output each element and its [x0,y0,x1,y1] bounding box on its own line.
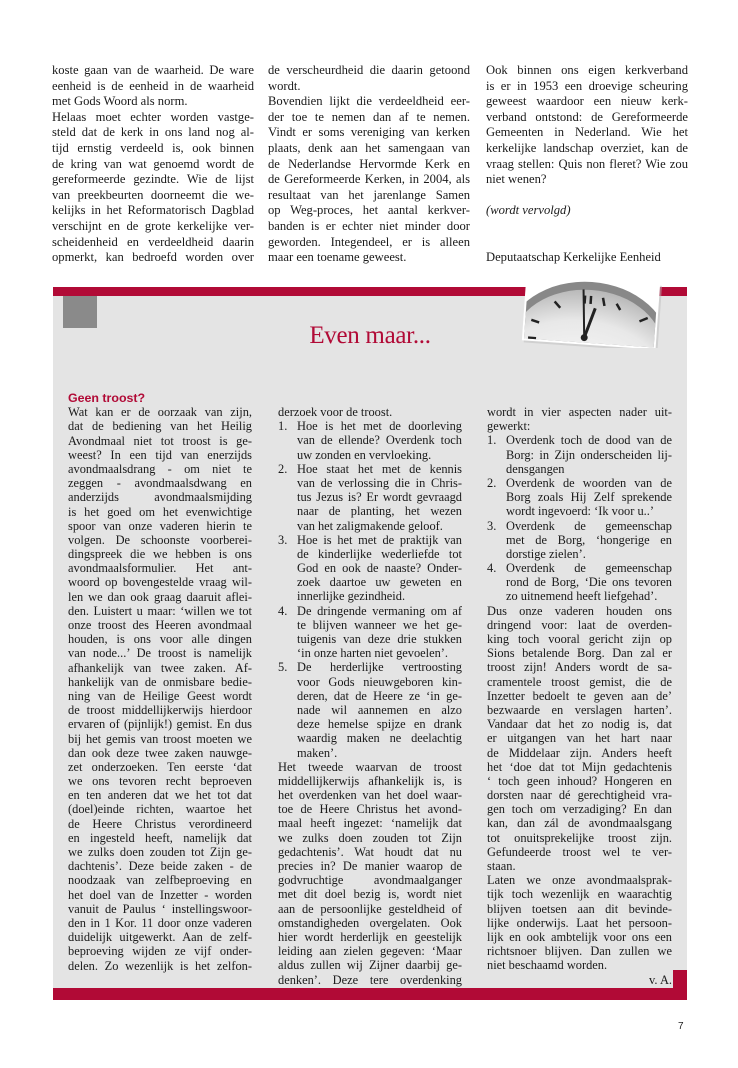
box-column-3 [487,405,672,987]
list-item-text [297,533,462,604]
list-number: 3. [278,532,288,547]
list-item [278,604,462,661]
text-line: densgangen [506,461,565,476]
text-line: Wat kan er de oorzaak van zijn, [68,405,252,420]
top-column-2 [268,63,470,266]
text-line: (doel)einde richten, waartoe het [68,802,252,817]
list-number: 4. [487,561,497,576]
box-column-1 [68,391,252,973]
text-line: avondmaalsformulier. Het ant- [68,561,252,576]
list-number: 1. [487,433,497,448]
text-line: omstandigheden overgelaten. Ook [278,915,462,930]
clock-icon [520,276,662,348]
text-line: spoor van onze vaderen hierin te [68,518,252,533]
text-line: tijd ernstig verdeeld is, ook binnen [52,140,254,155]
box-corner-square [63,296,97,328]
text-line: zo uitnemend heeft liefgehad’. [506,589,658,604]
text-line: afhankelijk van twee zaken. Af- [68,660,252,675]
list-number: 3. [487,518,497,533]
text-line: Gefundeerde troost wel te ver- [487,844,672,859]
text-line: tus Jezus is? Er wordt gevraagd [297,490,462,505]
text-line: Avondmaal niet tot troost is ge- [68,433,252,448]
text-line: nade wil aannemen en alzo [297,702,462,717]
text-line: ‘in onze harten niet gevoelen’. [297,646,449,661]
text-line: geworden. Integendeel, er is alleen [268,234,470,249]
paragraph [487,405,672,433]
spacer [486,219,688,235]
paragraph [278,760,462,987]
list-item-text [506,433,672,476]
text-line: Het tweede waarvan de troost [278,759,462,774]
text-line: voor Gods nieuwgeboren kin- [297,674,462,689]
list-item-text [297,604,462,661]
text-line: we zulks doen zouden tot Zijn [278,830,462,845]
text-line: maken’. [297,745,338,760]
list-item-text [506,561,672,604]
text-line: koste gaan van de waarheid. De ware [52,63,254,77]
box-bottom-right-bar [673,970,687,1000]
text-line: den in 1 Kor. 11 door onze vaderen [68,915,252,930]
page-number: 7 [678,1021,684,1032]
text-line: woord op bovengestelde vraag wil- [68,575,252,590]
text-line: zet onderzoeken. Ten eerste ‘dat [68,759,252,774]
box-bottom-bar [53,988,687,1000]
list-item [278,660,462,759]
box-column-2 [278,405,462,987]
text-line: vraag stellen: Quis non fleret? Wie zou [486,156,688,171]
text-line: naar de planting, het wezen [297,504,462,519]
text-line: gedachtenis’. Wat houdt dat nu [278,844,462,859]
text-line: Overdenk toch de dood van de [506,433,672,448]
text-line: duidelijk uitgewerkt. Aan de zelf- [68,930,252,945]
text-line: de troost middellijkerwijs hierdoor [68,703,252,718]
paragraph [487,604,672,874]
list-item-text [506,476,672,519]
text-line: scheidenheid en verdeeldheid daarin [52,234,254,249]
text-line: kerkelijke landschap overziet, kan de [486,140,688,155]
text-line: tot onuitsprekelijke troost zijn. [487,830,672,845]
text-line: staan. [487,859,516,873]
text-line: der toe te nemen dan af te nemen. [268,109,470,124]
text-line: ‘ toch geen inhoud? Hongeren en [487,773,672,788]
paragraph [268,94,470,266]
text-line: tuigenis van deze drie stukken [297,632,462,646]
text-line: derzoek voor de troost. [278,405,393,419]
section-heading: Geen troost? [68,391,146,405]
text-line: middellijkerwijs afhankelijk is, is [278,773,462,788]
text-line: de Nederlandse Hervormde Kerk en [268,156,470,171]
paragraph [52,63,254,110]
text-line: lijk en ook ambtelijk voor ons een [487,929,672,944]
text-line: De herderlijke vertroosting [297,660,462,675]
text-line: wordt in vier aspecten nader uit- [487,405,672,419]
text-line: God en ook de naaste? Onder- [297,561,462,576]
text-line: Inzetter bedoelt te geven aan de’ [487,688,672,703]
text-line: gereformeerde gezindte. Wie de lijst [52,172,254,187]
list-number: 2. [278,461,288,476]
text-line: precies in? De manier waarop de [278,859,462,873]
text-line: te blijven wanneer we het ge- [297,617,462,632]
text-line: dringend voor: laat de overden- [487,617,672,632]
text-line: aldus zullen wij Zijner daarbij ge- [278,958,462,973]
text-line: deze hemelse spijze en drank [297,717,462,732]
text-line: volgen. De schoonste voorberei- [68,532,252,547]
text-line: Bovendien lijkt die verdeeldheid eer- [268,94,470,109]
text-line: lijke onderwijs. Laat het persoon- [487,915,672,930]
text-line: hankelijk van de onmisbare bedie- [68,674,252,689]
text-line: kelijks in het Reformatorisch Dagblad [52,203,254,218]
text-line: delen. Zo wezenlijk is het zelfon- [68,958,252,973]
text-line: dorstige zielen’. [506,546,586,561]
text-line: is er in 1953 een droevige scheuring [486,78,688,93]
text-line: de Heere Christus verordineerd [68,816,252,831]
list-number: 2. [487,475,497,490]
list-item-text [297,660,462,759]
text-line: het doel van de Inzetter - worden [68,887,252,902]
text-line: beproeving wijden ze vijf onder- [68,944,252,959]
text-line: Hoe is het met de praktijk van [297,532,462,547]
text-line: Ook binnen ons eigen kerkverband [486,63,688,77]
text-line: houden, is ons voor alle dingen [68,632,252,647]
list-number: 5. [278,660,288,675]
spacer [486,235,688,251]
text-line: weest? In een tijd van enerzijds [68,447,252,462]
text-line: king toch vooral gericht zijn op [487,632,672,646]
text-line: gen toch om verzadiging? En dan [487,802,672,817]
text-line: Overdenk de woorden van de [506,475,672,490]
text-line: niet wenen? [486,172,547,187]
text-line: van het zaligmakende geloof. [297,518,443,533]
text-line: zoek daartoe uw geweten en [297,575,462,590]
text-line: met de Borg, ‘hongerige en [506,532,672,547]
text-line: we zulks doen zouden tot Zijn ge- [68,845,252,859]
text-line: eenheid is de eenheid in de waarheid [52,78,254,93]
text-line: wordt ingevoerd: ‘Ik voor u..’ [506,504,654,519]
text-line: met Gods Woord als norm. [52,94,188,109]
text-line: op Weg-proces, het aantal kerkver- [268,203,470,218]
text-line: dan ook deze twee zaken nauwge- [68,745,252,760]
list-item [278,462,462,533]
text-line: aan de persoonlijke gesteldheid of [278,901,462,916]
text-line: rond de Borg, ‘Die ons tevoren [506,575,672,590]
text-line: de Gereformeerde Kerken, in 2004, als [268,172,470,187]
text-line: dat de bediening van het Heilig [68,419,252,434]
text-line: verschijnt en de grote kerkelijke ver- [52,218,254,233]
paragraph [268,63,470,94]
text-line: deren, dat de Heere ze ‘in ge- [297,688,462,703]
text-line: Vindt er soms vereniging van kerken [268,125,470,140]
text-line: Dus onze vaderen houden ons [487,603,672,618]
text-line: en ingesteld heeft, namelijk dat [68,830,252,845]
paragraph [487,873,672,972]
text-line: denken’. Deze tere overdenking [278,972,462,987]
text-line: gewerkt: [487,419,531,434]
continued-note: (wordt vervolgd) [486,203,571,218]
author-initials: v. A. [649,972,672,987]
text-line: onze troost des Heeren avondmaal [68,618,252,632]
top-column-1 [52,63,254,266]
text-line: dorsten naar dé gerechtigheid vra- [487,788,672,803]
text-line: van de ellende? Overdenk toch [297,433,462,448]
paragraph [52,110,254,266]
text-line: Sions betalende Borg. Dan zal er [487,646,672,661]
paragraph [486,63,688,188]
text-line: hier wordt herderlijk en geestelijk [278,929,462,944]
text-line: De dringende vermaning om af [297,603,462,618]
text-line: wordt. [268,78,301,93]
text-line: niet beschaamd worden. [487,958,608,973]
list-item [278,419,462,462]
spacer [486,188,688,204]
text-line: het overdenken van het doel waar- [278,788,462,803]
text-line: ning van de Heilige Geest wordt [68,688,252,703]
text-line: maar een toename geweest. [268,250,407,265]
text-line: bij het gemis van troost moeten we [68,731,252,746]
text-line: van node...’ De troost is namelijk [68,646,252,661]
text-line: Hoe is het met de doorleving [297,419,462,434]
text-line: de Middelaar zijn. Anders heeft [487,745,672,760]
text-line: de kinderlijke wederliefde tot [297,546,462,561]
list-item [278,533,462,604]
text-line: verband ontstond: de Gereformeerde [486,109,688,124]
text-line: het ‘doe dat tot Mijn gedachtenis [487,759,672,774]
text-line: den. Luistert u maar: ‘willen we tot [68,603,252,618]
text-line: banden is er echter niet minder door [268,218,470,233]
text-line: van preekbeurten doorneemt die we- [52,187,254,202]
text-line: Overdenk de gemeenschap [506,561,672,576]
text-line: troost zijn! Anders wordt de sa- [487,660,672,675]
text-line: kan, dan zál de avondmaalsgang [487,816,672,831]
text-line: maal heeft ingezet: ‘namelijk dat [278,816,462,831]
text-line: uw zonden en vervloeking. [297,447,432,462]
list-item [487,433,672,476]
list-number: 1. [278,419,288,434]
paragraph [278,405,462,419]
text-line: innerlijke gezindheid. [297,589,406,604]
text-line: noodzaak van zelfbeproeving en [68,873,252,888]
text-line: we ons tevoren recht beproeven [68,774,252,789]
text-line: dachtenis’. Deze beide zaken - de [68,859,252,874]
text-line: richtsnoer blijven. Dan zullen we [487,944,672,959]
list-item-text [506,519,672,562]
text-line: cramentele troost gemist, die de [487,674,672,689]
text-line: dingspreek die we hebben is ons [68,547,252,562]
text-line: Helaas moet echter worden vastge- [52,109,254,124]
text-line: de kring van wat genoemd wordt de [52,156,254,171]
list-item [487,476,672,519]
text-line: plaats, denk aan het samengaan van [268,140,470,155]
text-line: anderzijds avondmaalsmijding [68,490,252,505]
text-line: bezwaarde en verslagen harten’. [487,702,672,717]
text-line: Borg zoals Hij Zelf sprekende [506,490,672,505]
text-line: geweest waardoor een nieuw kerk- [486,94,688,109]
list-number: 4. [278,603,288,618]
text-line: ervaren of (pijnlijk!) gemist. En dus [68,717,252,732]
text-line: Laten we onze avondmaalsprak- [487,873,672,888]
list-item [487,561,672,604]
text-line: blijven toetsen aan dit bevinde- [487,901,672,916]
text-line: toe de Heere Christus het avond- [278,802,462,817]
text-line: opmerkt, kan bedroefd worden over [52,250,254,265]
paragraph [68,405,252,973]
top-column-3 [486,63,688,266]
text-line: zeggen - avondmaalsdwang en [68,476,252,491]
text-line: er uitgangen van het hart naar [487,731,672,746]
list-item [487,519,672,562]
text-line: tijk toch wezenlijk en waarachtig [487,887,672,902]
text-line: en ten anderen dat we het tot dat [68,788,252,803]
text-line: leiding aan zielen gegeven: ‘Maar [278,944,462,959]
signature: Deputaatschap Kerkelijke Eenheid [486,250,661,265]
text-line: resultaat van het jarenlange Samen [268,187,470,202]
text-line: van de verlossing die in Chris- [297,475,462,490]
text-line: waardig maken ne deelachtig [297,731,462,746]
text-line: Hoe staat het met de kennis [297,461,462,476]
text-line: Borg: in Zijn onderscheiden lij- [506,447,672,462]
text-line: avondmaalsdrang - om niet te [68,461,252,476]
text-line: godvruchtige avondmaalganger [278,873,462,888]
list-item-text [297,462,462,533]
text-line: Gemeenten in Nederland. Wie het [486,125,688,140]
text-line: Vandaar dat het zo nodig is, dat [487,717,672,732]
text-line: vanuit de Paulus ‘ instellingswoor- [68,901,252,916]
text-line: de verscheurdheid die daarin getoond [268,63,470,77]
box-title: Even maar... [309,322,431,349]
list-item-text [297,419,462,462]
text-line: is het goed om het evenwichtige [68,504,252,519]
text-line: met dit doel bezig is, wordt niet [278,887,462,902]
text-line: len we dan ook graag daaruit aflei- [68,589,252,604]
text-line: steld dat de kerk in ons land nog al- [52,125,254,140]
text-line: Overdenk de gemeenschap [506,518,672,533]
